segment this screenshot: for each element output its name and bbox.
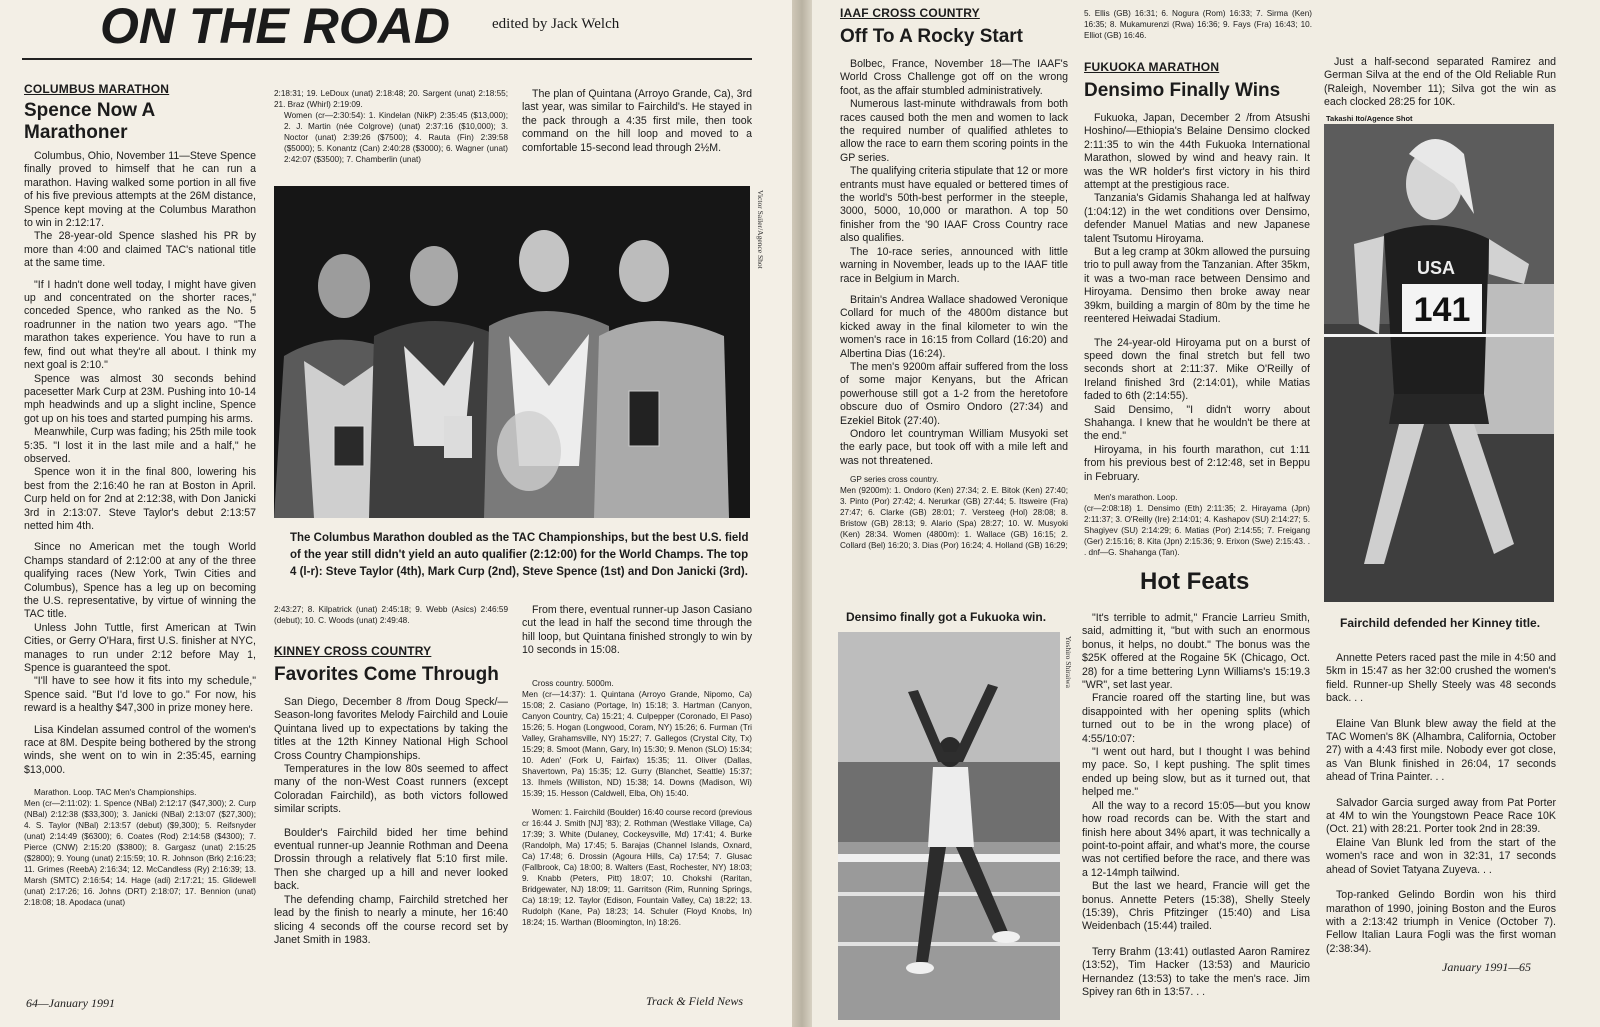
results-text: (cr—2:08:18) 1. Densimo (Eth) 2:11:35; 2. Hirayama (Jpn) 2:11:37; 3. O'Reilly (Ire) 2:14:01; 4. Kashapov (SU) 2:14:27; 5. Shagiyev (SU) 2:14:29; 6. Matias (Por) 2:14:55; 7. Freigang (Ger) 2:15:16; 8. Kita (Jpn) 2:15:36; 9. Erixon (Swe) 2:15:43. . . dnf—G. Shahanga (Tan).	[1084, 503, 1310, 557]
paragraph: The plan of Quintana (Arroyo Grande, Ca), 3rd last year, was similar to Fairchild's. He stayed in the pack through a 4:35 first mile, then took command on the hill loop and moved to a comfortable 15-second lead through 2½M.	[522, 88, 752, 154]
paragraph: All the way to a record 15:05—but you know how road records can be. With the start and finish here about 34% apart, it was technically a point-to-point affair, and what's more, the course was not certified before the race, and there was a 12-14mph tailwind.	[1082, 799, 1310, 879]
paragraph: Annette Peters raced past the mile in 4:50 and 5km in 15:47 as her 32:00 crushed the women's field. Runner-up Shelly Steely was 48 seconds back. . .	[1326, 652, 1556, 705]
paragraph: Francie roared off the starting line, but was disappointed with her opening splits (which turned out to be in the wrong place) of 4:55/10:07:	[1082, 692, 1310, 745]
paragraph: Numerous last-minute withdrawals from both races caused both the men and women to lack the required number of qualified athletes to allow the race to earn them scoring points in the GP series.	[840, 98, 1068, 164]
paragraph: Lisa Kindelan assumed control of the women's race at 8M. Despite being bothered by the strong winds, she went on to win in 2:35:45, earning $13,000.	[24, 723, 256, 776]
columbus-results	[24, 787, 256, 908]
paragraph: Tanzania's Gidamis Shahanga led at halfway (1:04:12) in the wet conditions over Densimo, defender Manuel Matias and new Japanese talent Tsutomu Hiroyama.	[1084, 192, 1310, 245]
paragraph: Columbus, Ohio, November 11—Steve Spence finally proved to himself that he can run a marathon. Having walked some portion in all five of his five previous attempts at the 26M distance, Spence kept moving at the Columbus Marathon to win in 2:12:17.	[24, 150, 256, 230]
left-page	[0, 0, 792, 1027]
women-results-cont	[274, 604, 508, 626]
fukuoka-article	[1084, 60, 1310, 558]
photo1-credit: Victor Sailer/Agence Shot	[756, 190, 765, 269]
columbus-article	[24, 82, 256, 908]
kinney-article	[274, 644, 508, 947]
photo3-credit: Takashi Ito/Agence Shot	[1326, 114, 1413, 123]
photo3-caption: Fairchild defended her Kinney title.	[1340, 616, 1541, 630]
paragraph: "I'll have to see how it fits into my schedule," Spence said. "But I'd love to go." For now, his reward is a healthy $47,300 in prize money here.	[24, 675, 256, 715]
columbus-results-cont	[274, 88, 508, 165]
runner-bib: 141	[1413, 291, 1471, 329]
photo-columbus-winners	[274, 186, 750, 518]
fukuoka-kicker: FUKUOKA MARATHON	[1084, 60, 1220, 74]
paragraph: Meanwhile, Curp was fading; his 25th mile took 5:35. "I lost it in the last mile and a half," he observed.	[24, 426, 256, 465]
right-page-number: January 1991—65	[1442, 960, 1531, 974]
fukuoka-results	[1084, 492, 1310, 558]
fairchild-photo-graphic	[1324, 124, 1554, 602]
results-title: GP series cross country.	[850, 475, 939, 485]
masthead-title: ON THE ROAD	[100, 0, 450, 54]
paragraph: Hiroyama, in his fourth marathon, cut 1:11 from his previous best of 2:12:48, set in Beppu in February.	[1084, 443, 1310, 483]
results-text: 5. Ellis (GB) 16:31; 6. Nogura (Rom) 16:33; 7. Sirma (Ken) 16:35; 8. Mukamurenzi (Rwa) 16:36; 9. Fays (Fra) 16:43; 10. Elliot (GB) 16:46.	[1084, 9, 1312, 40]
raleigh-brief	[1324, 56, 1556, 110]
kinney-col3	[522, 604, 752, 928]
photo1-caption: The Columbus Marathon doubled as the TAC Championships, but the best U.S. field of the year still didn't yield an auto qualifier (2:12:00) for the World Champs. The top 4 (l-r): Steve Taylor (4th), Mark Curp (2nd), Steve Spence (1st) and Don Janicki (3rd).	[290, 532, 749, 578]
iaaf-headline: Off To A Rocky Start	[840, 26, 1023, 47]
briefs-column	[1326, 652, 1556, 956]
kinney-top-text	[522, 88, 752, 155]
paragraph: Fukuoka, Japan, December 2 /from Atsushi Hoshino/—Ethiopia's Belaine Densimo clocked 2:11:35 to win the 44th Fukuoka International Marathon, slowed by wind and heavy rain. It was the WR holder's first victory in his third attempt at the prestigious race.	[1084, 112, 1310, 192]
paragraph: Ondoro let countryman William Musyoki set the early pace, but took off with a mile left and was not threatened.	[840, 427, 1068, 467]
men-results: Men (cr—14:37): 1. Quintana (Arroyo Grande, Nipomo, Ca) 15:08; 2. Casiano (Portage, In) 15:18; 3. Hartman (Canyon, Canyon Country, Ca) 15:21; 4. Culpepper (Coronado, El Paso) 15:26; 5. Hogan (Longwood, Coram, NY) 15:26; 6. Furman (Tri Valley, Grahamsville, NY) 15:27; 7. Gallegos (Crystal City, Tx) 15:29; 8. Smoot (Mann, Gary, In) 15:30; 9. Menon (SLO) 15:34; 10. Aden' (Fork U, Fairfax) 15:35; 11. Oliver (Dallas, Shavertown, Pa) 15:35; 12. Gurry (Blanchet, Seattle) 15:37; 13. Ihmels (Williston, ND) 15:38; 14. Downs (Madison, Wi) 15:39; 15. Hesson (Caldwell, Elba, Oh) 15:40.	[522, 689, 752, 798]
paragraph: The 28-year-old Spence slashed his PR by more than 4:00 and claimed TAC's national title at the same time.	[24, 230, 256, 270]
iaaf-results-cont	[1084, 8, 1312, 41]
paragraph: Top-ranked Gelindo Bordin won his third marathon of 1990, joining Boston and the Euros with a 2:13:42 triumph in Venice (October 7). Fellow Italian Laura Fogli was the first woman (2:38:34).	[1326, 889, 1556, 955]
paragraph: Boulder's Fairchild bided her time behind eventual runner-up Jeannie Rothman and Deena Drossin through a relatively flat 5:10 first mile. Then she charged up a hill and never looked back.	[274, 826, 508, 893]
iaaf-kicker: IAAF CROSS COUNTRY	[840, 6, 980, 20]
kinney-col3-body	[522, 604, 752, 658]
results-title: Cross country. 5000m.	[532, 678, 614, 688]
paragraph: Elaine Van Blunk blew away the field at the TAC Women's 8K (Alhambra, California, October 27) with a 4:43 first mile. Nobody ever got close, as Van Blunk finished in 26:04, 17 seconds ahead of Trina Painter. . .	[1326, 717, 1556, 784]
columbus-body	[24, 150, 256, 777]
paragraph: The 10-race series, announced with little warning in November, leads up to the IAAF title race in Belgium in March.	[840, 245, 1068, 285]
paragraph: Britain's Andrea Wallace shadowed Veronique Collard for much of the 4800m distance but kicked away in the final kilometer to win the women's race in 16:15 from Collard (16:20) and Albertina Dias (16:24).	[840, 293, 1068, 360]
photo2-credit: Yoshiro Shiraiwa	[1064, 636, 1073, 688]
fukuoka-headline: Densimo Finally Wins	[1084, 80, 1281, 101]
paragraph: Just a half-second separated Ramirez and German Silva at the end of the Old Reliable Run (Raleigh, November 11); Silva got the win as each clocked 28:25 for 10K.	[1324, 56, 1556, 109]
results-text: 2:43:27; 8. Kilpatrick (unat) 2:45:18; 9. Webb (Asics) 2:46:59 (debut); 10. C. Woods (unat) 2:49:48.	[274, 605, 508, 625]
columbus-kicker: COLUMBUS MARATHON	[24, 82, 170, 96]
right-page	[812, 0, 1600, 1027]
paragraph: The 24-year-old Hiroyama put on a burst of speed down the final stretch but fell two seconds short at 2:11:37. Mike O'Reilly of Ireland finished 3rd (2:14:01), while Matias faded to 6th (2:14:55).	[1084, 336, 1310, 403]
results-title: Marathon. Loop. TAC Men's Championships.	[34, 788, 197, 798]
masthead-editor: edited by Jack Welch	[492, 16, 620, 32]
publication-name: Track & Field News	[646, 994, 743, 1008]
paragraph: But a leg cramp at 30km allowed the pursuing trio to pull away from the Tanzanian. After 35km, it was a two-man race between Densimo and Hiroyama. Densimo then broke away near 39km, building a margin of 80m by the time he reentered Heiwadai Stadium.	[1084, 246, 1310, 326]
paragraph: Unless John Tuttle, first American at Twin Cities, or Gerry O'Hara, first U.S. finisher at NYC, manages to run under 2:12 before May 1, Spence is guaranteed the spot.	[24, 621, 256, 675]
iaaf-results	[840, 474, 1068, 551]
photo2-caption: Densimo finally got a Fukuoka win.	[846, 610, 1047, 624]
paragraph: But the last we heard, Francie will get the bonus. Annette Peters (15:38), Shelly Steely (15:39), Chris Pfitzinger (15:40) and Lisa Weidenbach (15:44) trailed.	[1082, 880, 1310, 933]
spine-gutter	[792, 0, 812, 1027]
runners-photo-graphic	[274, 186, 750, 518]
paragraph: Elaine Van Blunk led from the start of the women's race and won in 32:31, 17 seconds ahead of Soviet Tatyana Zuyeva. . .	[1326, 836, 1556, 876]
columbus-headline: Spence Now A Marathoner	[24, 100, 155, 143]
results-text: 2:18:31; 19. LeDoux (unat) 2:18:48; 20. Sargent (unat) 2:18:55; 21. Braz (Whirl) 2:19:09.	[274, 89, 508, 109]
hotfeats-headline: Hot Feats	[1140, 568, 1250, 595]
paragraph: Temperatures in the low 80s seemed to affect many of the non-West Coast runners (except Coloradan Fairchild), as both victors followed similar scripts.	[274, 763, 508, 816]
hotfeats-body	[1082, 612, 1310, 999]
iaaf-body	[840, 58, 1068, 468]
paragraph: "I went out hard, but I thought I was behind my pace. So, I kept pushing. The split times ended up being slow, but as it turned out, that helped me."	[1082, 746, 1310, 799]
paragraph: Bolbec, France, November 18—The IAAF's World Cross Challenge got off on the wrong foot, as the affair stumbled administratively.	[840, 58, 1068, 97]
results-text: Men (cr—2:11:02): 1. Spence (NBal) 2:12:17 ($47,300); 2. Curp (NBal) 2:12:38 ($33,300); 3. Janicki (NBal) 2:13:07 ($27,300); 4. S. Taylor (NBal) 2:13:57 (debut) ($9,300); 5. Reifsnyder (unat) 2:14:49 ($6300); 6. Coates (Rod) 2:14:58 ($4300); 7. Pierce (CNW) 2:15:20 ($3800); 8. Gargasz (unat) 2:15:25 ($2800); 9. Young (unat) 2:15:59; 10. R. Johnson (Brk) 2:16:23; 11. Grimes (ReebA) 2:16:34; 12. McCandless (Ry) 2:16:39; 13. Marsh (SMTC) 2:16:54; 14. Hage (adi) 2:17:21; 15. Glidewell (unat) 2:17:26; 16. Johns (DRT) 2:18:07; 17. Bennion (unat) 2:18:08; 18. Apodaca (unat)	[24, 799, 256, 908]
paragraph: The defending champ, Fairchild stretched her lead by the finish to nearly a minute, her 16:40 slicing 4 seconds off the course record set by Janet Smith in 1983.	[274, 893, 508, 946]
iaaf-article	[840, 6, 1068, 551]
paragraph: Spence won it in the final 800, lowering his best from the 2:16:40 he ran at Boston in April. Curp held on for 2nd at 2:12:38, with Don Janicki 3rd in 2:13:07. Steve Taylor's debut 2:13:57 netted him 4th.	[24, 466, 256, 532]
fukuoka-body	[1084, 112, 1310, 484]
paragraph: Terry Brahm (13:41) outlasted Aaron Ramirez (13:52), Tim Hacker (13:53) and Mauricio Hernandez (13:53) to take the men's race. Jim Spivey ran 6th in 13:57. . .	[1082, 945, 1310, 998]
paragraph: "It's terrible to admit," Francie Larrieu Smith, said, admitting it, "but with such an enormous bonus, it helps, no doubt." The bonus was the $25K offered at the Rogaine 5K (Chicago, Oct. 28) for a time bettering Lynn Williams's 15:19.3 "WR", set last year.	[1082, 612, 1310, 692]
masthead-rule	[22, 58, 752, 60]
photo-densimo	[838, 632, 1060, 1020]
kinney-body	[274, 696, 508, 947]
kinney-results	[522, 678, 752, 928]
left-page-number: 64—January 1991	[26, 996, 115, 1010]
paragraph: "If I hadn't done well today, I might have given up and concentrated on the shorter races," conceded Spence, who ranked as the No. 5 roadrunner in the nation two years ago. "The marathon takes experience. You have to run a few, find out what they're all about. I think my next goal is 2:10."	[24, 278, 256, 372]
results-text: Men (9200m): 1. Ondoro (Ken) 27:34; 2. E. Bitok (Ken) 27:40; 3. Pinto (Por) 27:42; 4. Nerurkar (GB) 27:44; 5. Itsweire (Fra) 27:47; 6. Clarke (GB) 28:01; 7. Versteeg (Hol) 28:08; 8. Bristow (GB) 28:13; 9. Alario (Spa) 28:27; 10. W. Musyoki (Ken) 28:34. Women (4800m): 1. Wallace (GB) 16:15; 2. Collard (Bel) 16:20; 3. Dias (Por) 16:24; 4. Holland (GB) 16:29;	[840, 486, 1068, 551]
densimo-photo-graphic	[838, 632, 1060, 1020]
women-results: Women: 1. Fairchild (Boulder) 16:40 course record (previous cr 16:44 J. Smith [NJ] '83); 2. Rothman (Westlake Village, Ca) 17:39; 3. White (Dulaney, Cockeysville, Md) 17:41; 4. Burke (Randolph, Ma) 17:45; 5. Barajas (Channel Islands, Oxnard, Ca) 17:48; 6. Drossin (Agoura Hills, Ca) 17:54; 7. Glusac (Fallbrook, Ca) 18:00; 8. Walters (East, Rochester, NY) 18:03; 9. Knabb (Peters, Pitt) 18:07; 10. Chokshi (Raritan, Bridgewater, NJ) 18:09; 11. Garritson (Rim, Running Springs, Ca) 18:19; 12. Taylor (Edison, Fountain Valley, Ca) 18:22; 13. Rudolph (Kane, Pa) 18:23; 14. Schuler (Floyd Knobs, In) 18:24; 15. Warthan (Bloomington, In) 18:26.	[522, 807, 752, 927]
runner-shirt: USA	[1416, 258, 1456, 278]
kinney-kicker: KINNEY CROSS COUNTRY	[274, 644, 432, 658]
women-results: Women (cr—2:30:54): 1. Kindelan (NikP) 2:35:45 ($13,000); 2. J. Martin (née Colgrove) (unat) 2:37:16 ($10,000); 3. Noctor (unat) 2:39:26 ($7500); 4. Rauta (Fin) 2:39:58 ($5000); 5. Konantz (Can) 2:40:28 ($3000); 6. Wagner (unat) 2:42:07 ($3500); 7. Chamberlin (unat)	[284, 111, 508, 164]
paragraph: Salvador Garcia surged away from Pat Porter at 4M to win the Youngstown Peace Race 10K (Oct. 21) with 28:21. Porter took 2nd in 28:39.	[1326, 796, 1556, 836]
photo-fairchild	[1324, 124, 1554, 602]
paragraph: The men's 9200m affair suffered from the loss of some major Kenyans, but the African powerhouse still got a 1-2 from the heretofore obscure duo of Osmiro Ondoro (27:34) and Ezekiel Bitok (27:40).	[840, 360, 1068, 427]
paragraph: The qualifying criteria stipulate that 12 or more entrants must have equaled or bettered times of the world's 50th-best performer in the steeple, 3000, 5000, 10,000 or marathon. A top 50 finisher from the '90 IAAF Cross Country race also qualifies.	[840, 165, 1068, 245]
paragraph: Said Densimo, "I didn't worry about Shahanga. I knew that he wouldn't be there at the end."	[1084, 403, 1310, 443]
paragraph: Since no American met the tough World Champs standard of 2:12:00 at any of the three qualifying races (New York, Twin Cities and Columbus), Spence has a leg up on becoming the U.S. representative, by virtue of winning the TAC title.	[24, 541, 256, 621]
paragraph: From there, eventual runner-up Jason Casiano cut the lead in half the second time through the hill loop, but Quintana finished strongly to win by 10 seconds in 15:08.	[522, 604, 752, 657]
paragraph: Spence was almost 30 seconds behind pacesetter Mark Curp at 23M. Pushing into 10-14 mph headwinds and up a slight incline, Spence got up on his toes and started pumping his arms.	[24, 372, 256, 425]
results-title: Men's marathon. Loop.	[1094, 492, 1178, 502]
kinney-headline: Favorites Come Through	[274, 664, 499, 685]
paragraph: San Diego, December 8 /from Doug Speck/—Season-long favorites Melody Fairchild and Louie Quintana lived up to expectations by taking the titles at the 12th Kinney National High School Cross Country Championships.	[274, 696, 508, 762]
